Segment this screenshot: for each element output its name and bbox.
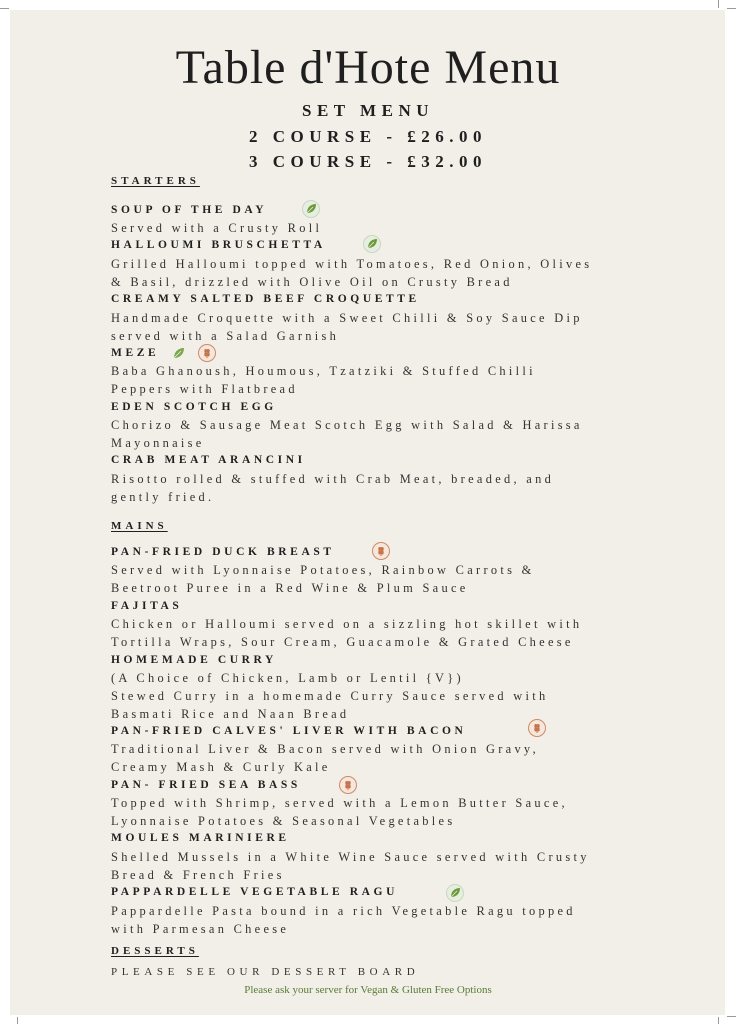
crop-mark: [727, 1016, 736, 1017]
three-course-price: 3 COURSE - £32.00: [248, 152, 487, 171]
item-liver-title: PAN-FRIED CALVES' LIVER WITH BACON: [111, 725, 467, 737]
leaf-icon: [363, 235, 381, 253]
section-starters: STARTERS: [111, 175, 200, 187]
leaf-icon: [447, 885, 463, 901]
item-halloumi-title: HALLOUMI BRUSCHETTA: [111, 239, 326, 251]
item-ragu-title: PAPPARDELLE VEGETABLE RAGU: [111, 886, 398, 898]
item-scotch-egg-desc: Chorizo & Sausage Meat Scotch Egg with Salad & Harissa: [111, 418, 583, 432]
wheat-icon: [340, 777, 356, 793]
page-title: Table d'Hote Menu: [175, 41, 561, 94]
item-fajitas-title: FAJITAS: [111, 600, 183, 612]
crop-mark: [718, 0, 719, 8]
item-liver-desc: Traditional Liver & Bacon served with Onion Gravy,: [111, 742, 540, 756]
item-curry-desc: Stewed Curry in a homemade Curry Sauce served with: [111, 689, 549, 703]
item-moules-title: MOULES MARINIERE: [111, 832, 290, 844]
section-desserts: DESSERTS: [111, 945, 199, 957]
item-ragu-desc: Pappardelle Pasta bound in a rich Vegetable Ragu topped: [111, 904, 576, 918]
section-mains: MAINS: [111, 520, 168, 532]
item-croquette-title: CREAMY SALTED BEEF CROQUETTE: [111, 293, 420, 305]
item-curry-desc: Basmati Rice and Naan Bread: [111, 707, 350, 721]
dessert-board-note: PLEASE SEE OUR DESSERT BOARD: [111, 966, 420, 978]
item-arancini-title: CRAB MEAT ARANCINI: [111, 454, 306, 466]
leaf-icon: [171, 345, 187, 361]
set-menu-heading: SET MENU: [301, 101, 434, 120]
item-ragu-desc: with Parmesan Cheese: [111, 922, 290, 936]
wheat-icon: [372, 542, 390, 560]
leaf-icon: [303, 201, 319, 217]
item-fajitas-desc: Chicken or Halloumi served on a sizzling hot skillet with: [111, 617, 583, 631]
wheat-icon: [373, 543, 389, 559]
item-sea-bass-desc: Lyonnaise Potatoes & Seasonal Vegetables: [111, 814, 456, 828]
item-duck-title: PAN-FRIED DUCK BREAST: [111, 546, 335, 558]
vegan-gluten-free-note: Please ask your server for Vegan & Gluten Free Options: [244, 984, 492, 996]
item-halloumi-desc: & Basil, drizzled with Olive Oil on Crusty Bread: [111, 275, 513, 289]
item-croquette-desc: served with a Salad Garnish: [111, 329, 340, 343]
item-meze-desc: Peppers with Flatbread: [111, 382, 298, 396]
item-sea-bass-desc: Topped with Shrimp, served with a Lemon Butter Sauce,: [111, 796, 568, 810]
item-moules-desc: Shelled Mussels in a White Wine Sauce served with Crusty: [111, 850, 590, 864]
item-meze-title: MEZE: [111, 347, 160, 359]
item-soup-desc: Served with a Crusty Roll: [111, 221, 323, 235]
item-arancini-desc: Risotto rolled & stuffed with Crab Meat, breaded, and: [111, 472, 555, 486]
item-moules-desc: Bread & French Fries: [111, 868, 285, 882]
item-scotch-egg-title: EDEN SCOTCH EGG: [111, 401, 277, 413]
item-curry-title: HOMEMADE CURRY: [111, 654, 277, 666]
leaf-icon: [364, 236, 380, 252]
crop-mark: [17, 1017, 18, 1024]
crop-mark: [0, 8, 9, 9]
item-arancini-desc: gently fried.: [111, 490, 215, 504]
item-croquette-desc: Handmade Croquette with a Sweet Chilli & Soy Sauce Dip: [111, 311, 583, 325]
leaf-icon: [446, 884, 464, 902]
two-course-price: 2 COURSE - £26.00: [248, 127, 487, 146]
leaf-icon: [171, 345, 187, 361]
crop-mark: [727, 8, 736, 9]
wheat-icon: [199, 345, 215, 361]
item-duck-desc: Served with Lyonnaise Potatoes, Rainbow Carrots &: [111, 563, 535, 577]
wheat-icon: [529, 720, 545, 736]
item-liver-desc: Creamy Mash & Curly Kale: [111, 760, 331, 774]
crop-mark: [718, 1017, 719, 1024]
wheat-icon: [198, 344, 216, 362]
item-fajitas-desc: Tortilla Wraps, Sour Cream, Guacamole & Grated Cheese: [111, 635, 574, 649]
item-soup-title: SOUP OF THE DAY: [111, 204, 268, 216]
item-sea-bass-title: PAN- FRIED SEA BASS: [111, 779, 301, 791]
item-scotch-egg-desc: Mayonnaise: [111, 436, 205, 450]
wheat-icon: [528, 719, 546, 737]
item-halloumi-desc: Grilled Halloumi topped with Tomatoes, Red Onion, Olives: [111, 257, 593, 271]
leaf-icon: [302, 200, 320, 218]
item-meze-desc: Baba Ghanoush, Houmous, Tzatziki & Stuffed Chilli: [111, 364, 536, 378]
wheat-icon: [339, 776, 357, 794]
item-duck-desc: Beetroot Puree in a Red Wine & Plum Sauce: [111, 581, 469, 595]
item-curry-desc: (A Choice of Chicken, Lamb or Lentil {V}): [111, 671, 464, 685]
